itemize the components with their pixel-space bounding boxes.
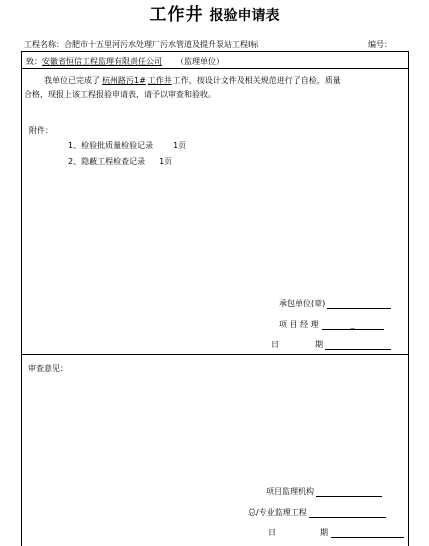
contractor-label: 承包单位(章) bbox=[279, 299, 326, 308]
line1-a: 我单位已完成了 bbox=[44, 76, 100, 85]
date-label-b: 期 bbox=[315, 340, 323, 349]
contractor-row bbox=[279, 298, 391, 309]
contractor-date-line bbox=[325, 340, 391, 350]
review-date-label-a: 日 bbox=[268, 528, 276, 537]
to-suffix: （监理单位） bbox=[176, 57, 224, 66]
agency-row bbox=[266, 486, 382, 497]
addressee-row bbox=[26, 56, 224, 67]
attachment-item bbox=[68, 156, 172, 167]
divider-review bbox=[21, 354, 409, 355]
manager-mark: _ bbox=[350, 320, 355, 329]
project-label: 工程名称： bbox=[24, 40, 64, 49]
engineer-row bbox=[248, 507, 386, 518]
engineer-signature-line bbox=[309, 508, 386, 518]
date-label-a: 日 bbox=[271, 340, 279, 349]
agency-signature-line bbox=[316, 487, 382, 497]
request-line-2: 合格，现报上该工程报验申请表，请予以审查和验收。 bbox=[24, 90, 216, 99]
engineer-label: 总/专业监理工程 bbox=[248, 508, 307, 517]
attachment-count: 1页 bbox=[173, 141, 187, 150]
project-name: 合肥市十五里河污水处理厂污水管道及提升泵站工程Ⅰ标 bbox=[64, 40, 259, 49]
divider-to bbox=[21, 68, 409, 69]
manager-signature-line bbox=[322, 320, 384, 330]
attachments-label: 附件： bbox=[29, 126, 53, 135]
attachment-text: 1、检验批质量检验记录 bbox=[68, 141, 154, 150]
review-opinion-label: 审查意见： bbox=[28, 364, 68, 373]
title-main: 工作井 bbox=[149, 5, 204, 25]
line1-c: 工作，按设计文件及相关规范进行了自检，质量 bbox=[172, 76, 341, 85]
line1-b: 工作井 bbox=[147, 76, 172, 85]
contractor-signature-line bbox=[327, 299, 391, 309]
request-line-1 bbox=[44, 75, 341, 86]
project-name-row bbox=[24, 39, 258, 50]
serial-label: 编号： bbox=[368, 40, 392, 49]
attachment-item bbox=[68, 140, 186, 151]
to-prefix: 致： bbox=[26, 57, 42, 66]
page-title bbox=[0, 0, 429, 25]
contractor-date-row bbox=[271, 339, 391, 350]
agency-label: 项目监理机构 bbox=[266, 487, 314, 496]
manager-label: 项 目 经 理 bbox=[279, 320, 319, 329]
review-date-row bbox=[268, 527, 404, 538]
review-date-line bbox=[331, 528, 404, 538]
manager-row bbox=[279, 319, 384, 330]
attachment-text: 2、隐蔽工程检查记录 bbox=[68, 157, 146, 166]
title-sub: 报验申请表 bbox=[209, 8, 280, 24]
attachment-count: 1页 bbox=[159, 157, 173, 166]
review-date-label-b: 期 bbox=[320, 528, 328, 537]
to-name: 安徽省恒信工程监理有限责任公司 bbox=[42, 57, 162, 66]
line1-work: 杭州路污1# bbox=[102, 76, 146, 85]
